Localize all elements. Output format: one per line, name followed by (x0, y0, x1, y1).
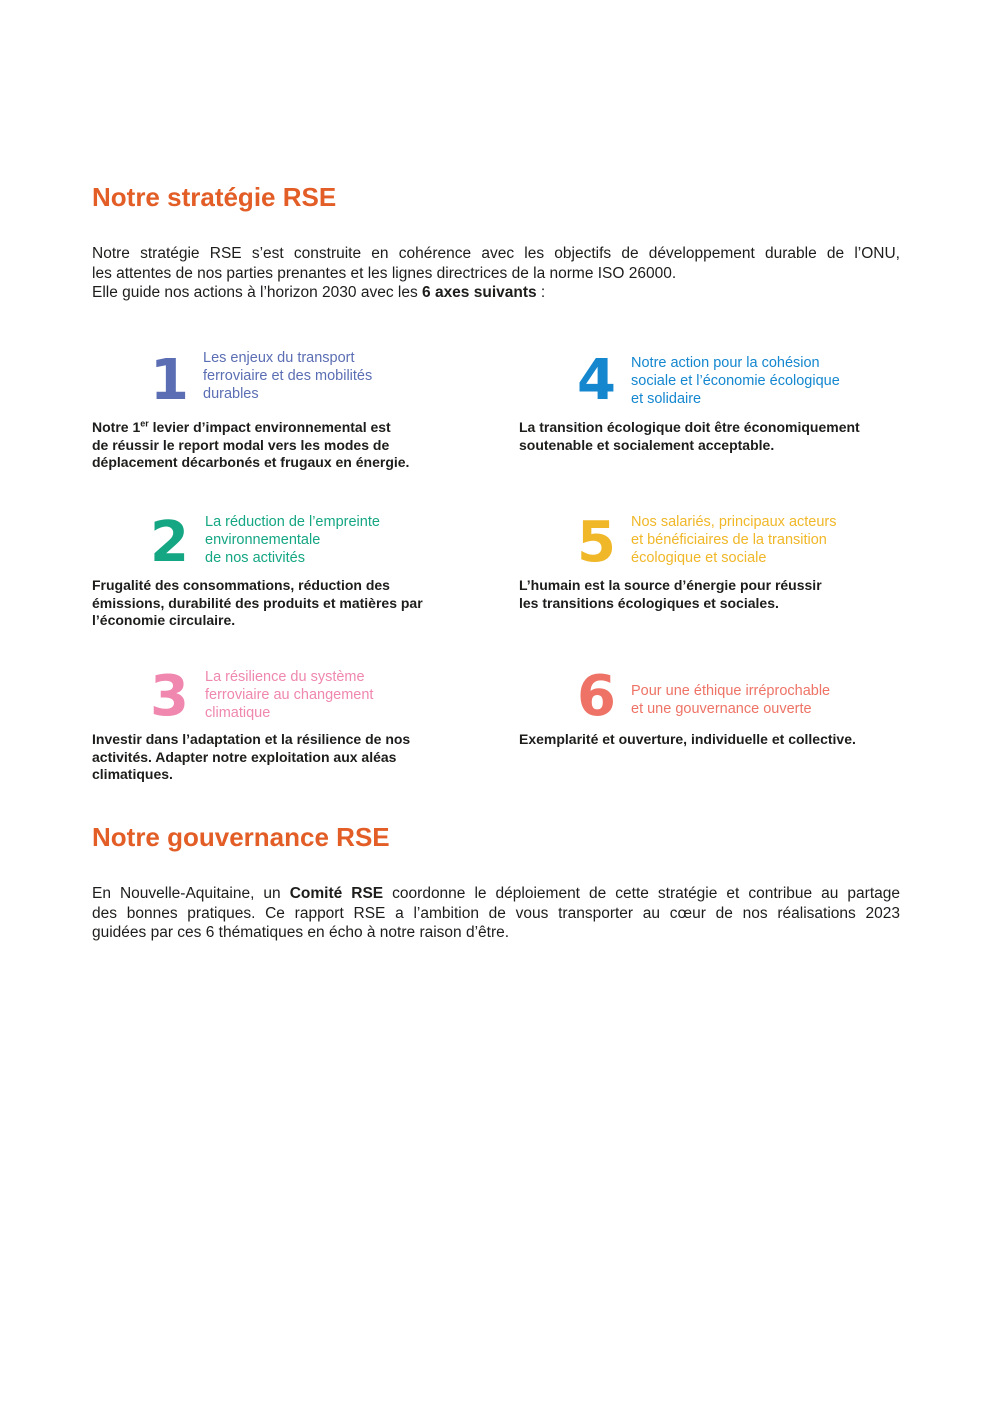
governance-title: Notre gouvernance RSE (92, 822, 390, 852)
axis-title-3: La résilience du système ferroviaire au changement climatique (205, 669, 374, 721)
axis-number-6: 6 (577, 664, 616, 729)
governance-line-3: guidées par ces 6 thématiques en écho à notre raison d’être. (92, 924, 510, 941)
axis-desc-6: Exemplarité et ouverture, individuelle et collective. (519, 731, 856, 747)
axis-card-3 (92, 664, 472, 798)
strategy-intro (92, 244, 900, 303)
axis-number-1: 1 (150, 348, 189, 413)
axis-desc-4: La transition écologique doit être économiquement soutenable et socialement acceptable. (519, 419, 860, 453)
axis-title-1: Les enjeux du transport ferroviaire et des mobilités durables (203, 350, 373, 402)
axis-number-2: 2 (150, 510, 189, 575)
axis-desc-3: Investir dans l’adaptation et la résilience de nos activités. Adapter notre exploitation aux aléas climatiques. (92, 731, 411, 782)
governance-text (92, 884, 900, 943)
axis-card-6 (519, 664, 899, 798)
axis-title-6: Pour une éthique irréprochable et une gouvernance ouverte (631, 683, 831, 717)
six-axes-emphasis: 6 axes suivants (422, 284, 537, 301)
axis-title-5: Nos salariés, principaux acteurs et bénéficiaires de la transition écologique et sociale (631, 514, 837, 566)
intro-line-3: Elle guide nos actions à l’horizon 2030 avec les 6 axes suivants : (92, 284, 546, 301)
comite-rse-emphasis: Comité RSE (289, 885, 384, 902)
governance-line-1: En Nouvelle-Aquitaine, un Comité RSE coordonne le déploiement de cette stratégie et contribue au partage (92, 885, 900, 902)
axis-title-2: La réduction de l’empreinte environnementale de nos activités (205, 514, 380, 566)
axis-card-2 (92, 510, 472, 644)
axis-number-5: 5 (577, 510, 616, 575)
axis-number-4: 4 (577, 348, 616, 413)
axis-desc-5: L’humain est la source d’énergie pour réussir les transitions écologiques et sociales. (519, 577, 822, 611)
axis-number-3: 3 (150, 664, 189, 729)
axis-card-1 (92, 348, 472, 482)
intro-line-2: les attentes de nos parties prenantes et les lignes directrices de la norme ISO 26000. (92, 264, 677, 282)
intro-line-1: Notre stratégie RSE s’est construite en cohérence avec les objectifs de développement durable de l’ONU, (92, 245, 900, 262)
axis-title-4: Notre action pour la cohésion sociale et l’économie écologique et solidaire (631, 355, 840, 407)
axis-card-4 (519, 348, 899, 482)
axis-desc-1: Notre 1er levier d’impact environnemental est de réussir le report modal vers les modes de déplacement décarbonés et frugaux en énergie. (92, 418, 410, 470)
strategy-title: Notre stratégie RSE (92, 182, 337, 212)
axis-card-5 (519, 510, 899, 644)
governance-line-2: des bonnes pratiques. Ce rapport RSE a l’ambition de vous transporter au cœur de nos réalisations 2023 (92, 904, 900, 922)
axis-desc-2: Frugalité des consommations, réduction des émissions, durabilité des produits et matières par l’économie circulaire. (92, 577, 423, 628)
